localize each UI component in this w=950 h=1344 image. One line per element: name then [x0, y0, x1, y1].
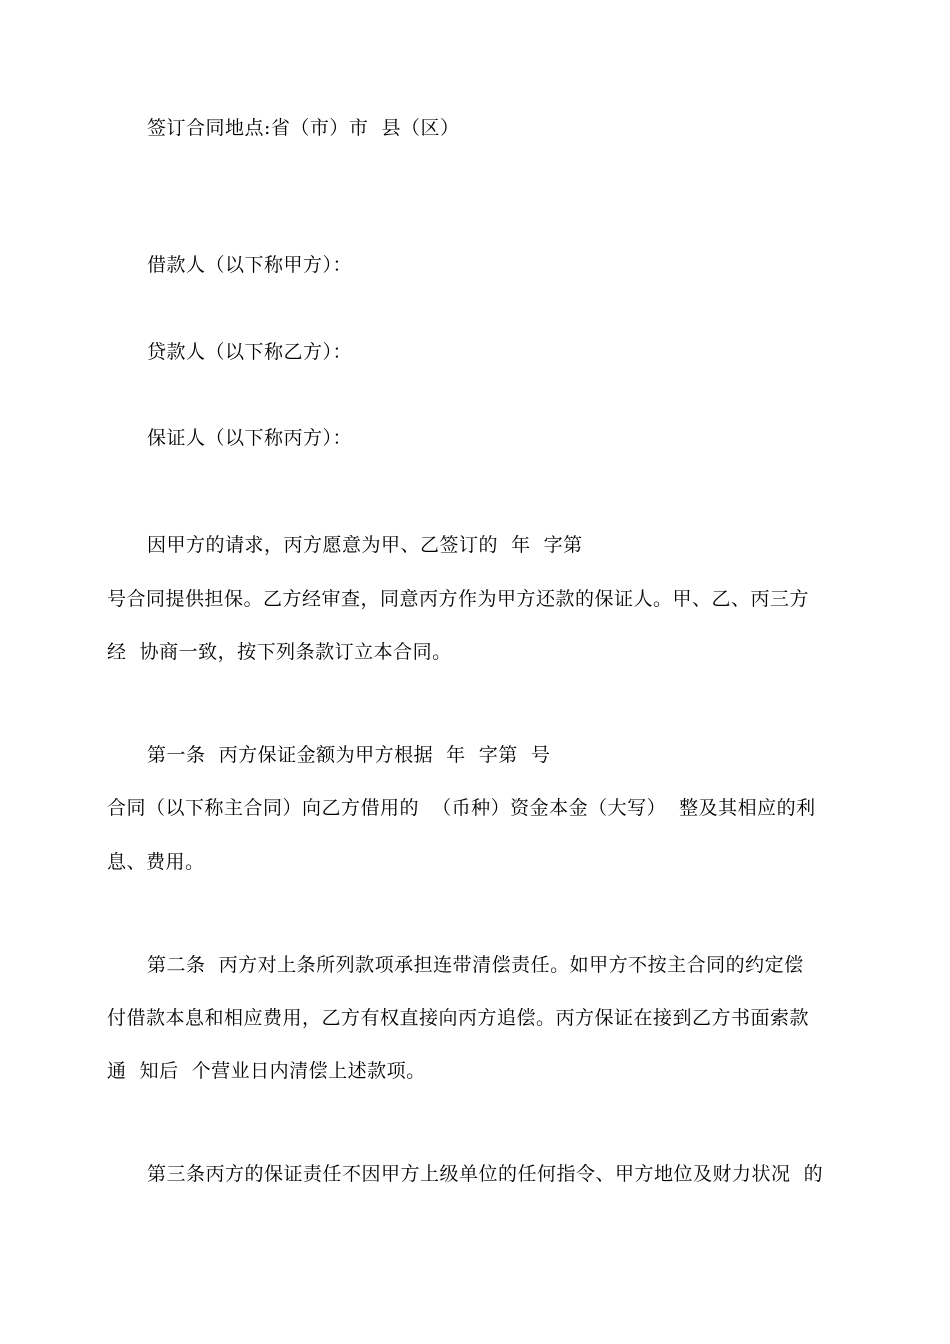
article1-line-2: 合同（以下称主合同）向乙方借用的 （币种）资金本金（大写） 整及其相应的利	[107, 797, 816, 819]
article1-line-1: 第一条 丙方保证金额为甲方根据 年 字第 号	[147, 744, 551, 766]
article2-line-3: 通 知后 个营业日内清偿上述款项。	[107, 1060, 426, 1082]
intro-line-1: 因甲方的请求，丙方愿意为甲、乙签订的 年 字第	[147, 534, 583, 556]
lender-line: 贷款人（以下称乙方）：	[147, 341, 353, 363]
article2-line-2: 付借款本息和相应费用，乙方有权直接向丙方追偿。丙方保证在接到乙方书面索款	[107, 1007, 810, 1029]
borrower-line: 借款人（以下称甲方）：	[147, 254, 353, 276]
intro-line-3: 经 协商一致，按下列条款订立本合同。	[107, 641, 452, 663]
intro-line-2: 号合同提供担保。乙方经审查，同意丙方作为甲方还款的保证人。甲、乙、丙三方	[107, 588, 810, 610]
article3-line-1: 第三条丙方的保证责任不因甲方上级单位的任何指令、甲方地位及财力状况 的	[147, 1163, 824, 1185]
guarantor-line: 保证人（以下称丙方）：	[147, 427, 353, 449]
article1-line-3: 息、费用。	[107, 851, 205, 873]
article2-line-1: 第二条 丙方对上条所列款项承担连带清偿责任。如甲方不按主合同的约定偿	[147, 954, 804, 976]
contract-location-line: 签订合同地点:省（市）市 县（区）	[147, 117, 460, 139]
